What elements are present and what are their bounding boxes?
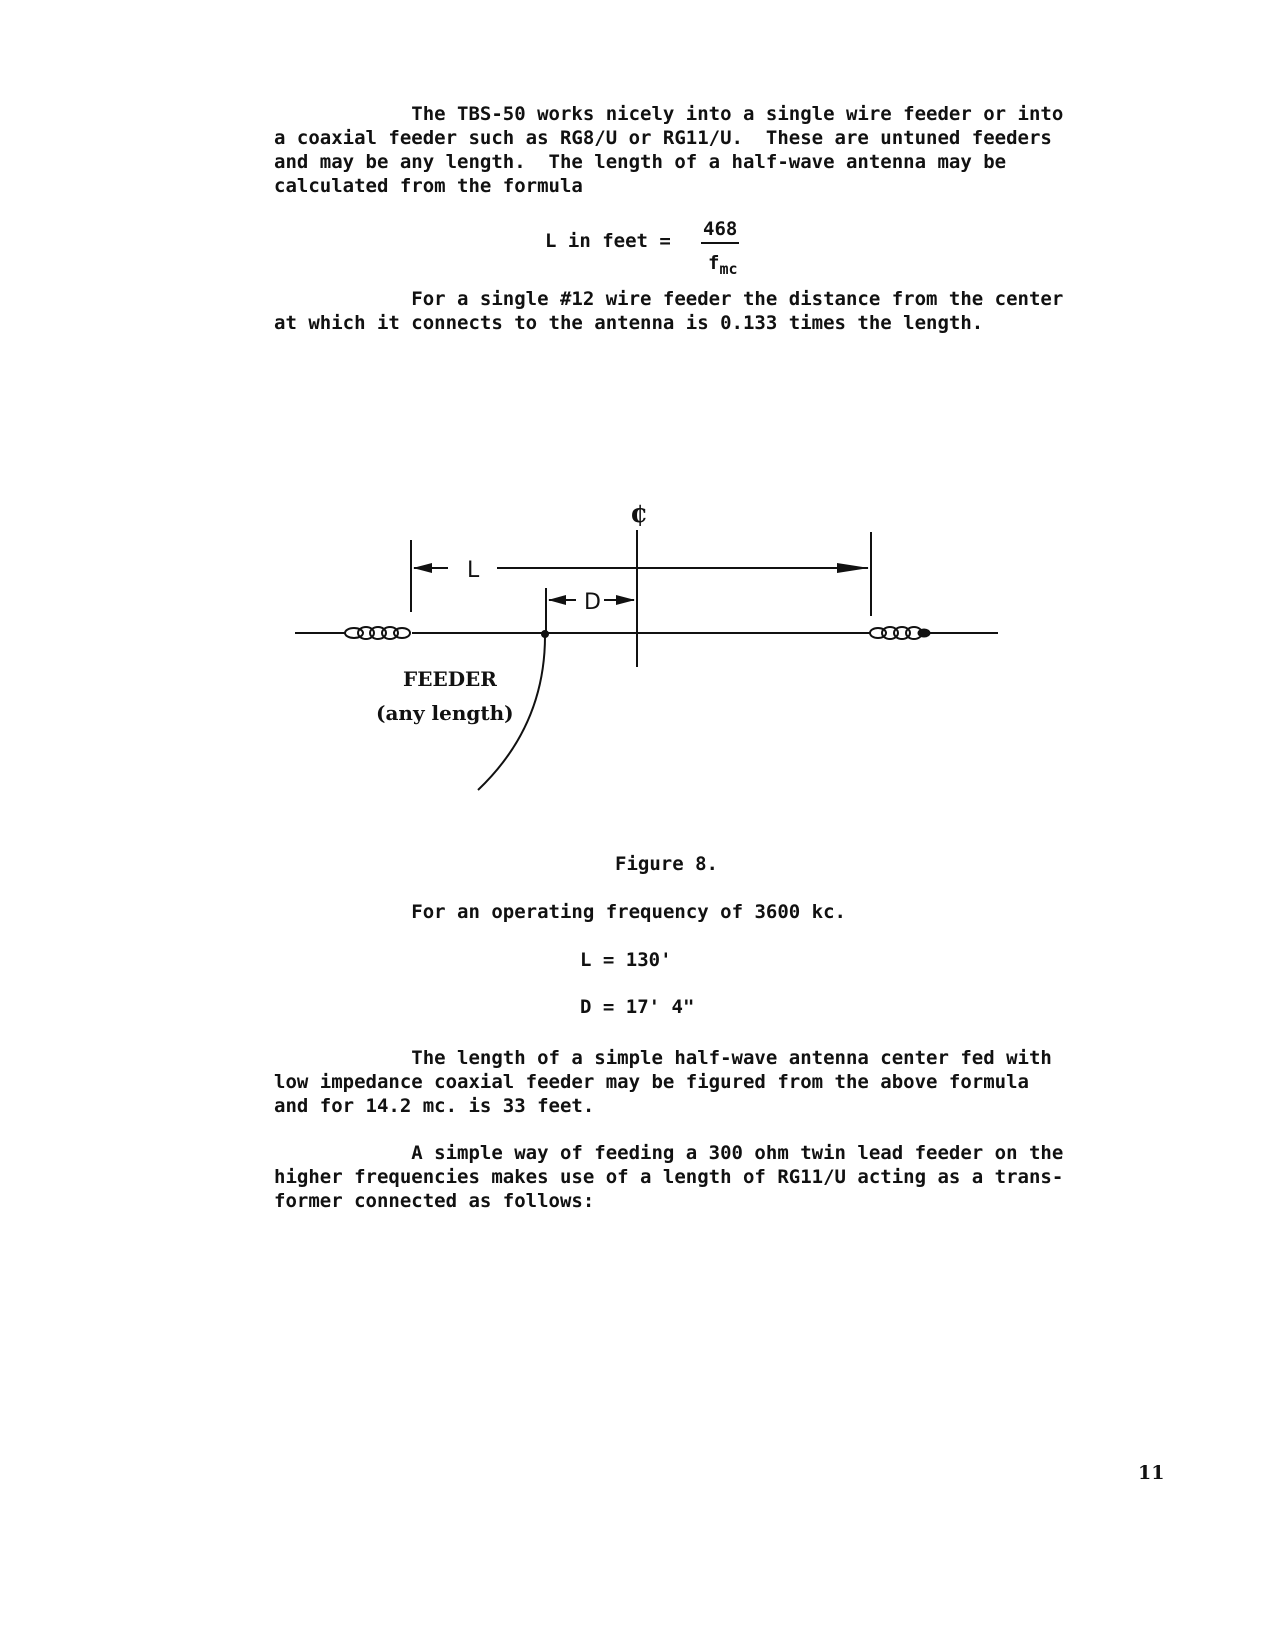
paragraph-1-line-4: calculated from the formula — [274, 175, 583, 197]
centerline-symbol: ¢ — [630, 499, 649, 529]
paragraph-1-line-3: and may be any length. The length of a half-wave antenna may be — [274, 151, 1007, 173]
paragraph-3-line-3: and for 14.2 mc. is 33 feet. — [274, 1095, 595, 1117]
example-intro — [274, 900, 846, 924]
paragraph-4-line-2: higher frequencies makes use of a length of RG11/U acting as a trans- — [274, 1166, 1064, 1188]
example-indent — [274, 901, 411, 923]
formula-numerator: 468 — [701, 218, 739, 244]
paragraph-2-line-2: at which it connects to the antenna is 0.133 times the length. — [274, 312, 984, 334]
paragraph-3-line-2: low impedance coaxial feeder may be figured from the above formula — [274, 1071, 1029, 1093]
example-intro-text: For an operating frequency of 3600 kc. — [411, 901, 846, 923]
figure-caption: Figure 8. — [615, 853, 718, 875]
page-number: 11 — [1138, 1462, 1165, 1484]
d-arrow-left-head — [548, 595, 566, 605]
formula-lhs: L in feet = — [545, 230, 671, 252]
paragraph-1-line-2: a coaxial feeder such as RG8/U or RG11/U. These are untuned feeders — [274, 127, 1052, 149]
left-insulator-icon — [345, 627, 410, 639]
l-arrow-left-head — [413, 563, 432, 573]
paragraph-4-line-1: A simple way of feeding a 300 ohm twin lead feeder on the — [274, 1142, 1064, 1164]
feeder-sublabel: (any length) — [376, 701, 514, 725]
paragraph-4-line-3: former connected as follows: — [274, 1190, 595, 1212]
label-d: D — [584, 590, 601, 615]
label-l: L — [467, 558, 480, 583]
d-arrow-right-head — [616, 595, 635, 605]
example-l-value: L = 130' — [580, 949, 672, 971]
paragraph-3-line-1: The length of a simple half-wave antenna center fed with — [274, 1047, 1052, 1069]
l-arrow-right-head — [837, 563, 869, 573]
paragraph-2-line-1: For a single #12 wire feeder the distance from the center — [274, 288, 1064, 310]
right-insulator-icon — [870, 627, 930, 639]
antenna-diagram — [0, 0, 1275, 820]
paragraph-1-line-1: The TBS-50 works nicely into a single wire feeder or into — [274, 103, 1064, 125]
feeder-label: FEEDER — [403, 667, 497, 691]
formula-denominator-sub: mc — [719, 259, 738, 278]
example-d-value: D = 17' 4" — [580, 996, 695, 1018]
formula-denominator-base: f — [708, 252, 720, 274]
